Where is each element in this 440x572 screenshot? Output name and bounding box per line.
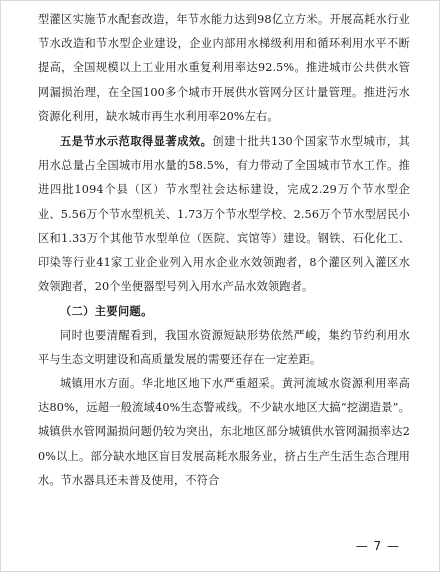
document-page: [38, 8, 410, 493]
paragraph-1: 型灌区实施节水配套改造，年节水能力达到98亿立方米。开展高耗水行业节水改造和节水型企业建设，企业内部用水梯级利用和循环利用水平不断提高，全国规模以上工业用水重复利用率达92.5%。推进城市公共供水管网漏损治理，在全国100多个城市开展供水管网分区计量管理。推进污水资源化利用，缺水城市再生水利用率20%左右。: [38, 13, 410, 123]
page-number: — 7 —: [355, 539, 400, 553]
paragraph-2: [38, 129, 410, 299]
section-subheading: （二）主要问题。: [60, 304, 153, 319]
paragraph-2-lead: 五是节水示范取得显著成效。: [60, 134, 213, 149]
paragraph-4: 城镇用水方面。华北地区地下水严重超采。黄河流域水资源利用率高达80%，远超一般流域40%生态警戒线。不少缺水地区大搞“挖湖造景”。城镇供水管网漏损问题仍较为突出，东北地区部分城镇供水管网漏损率达20%以上。部分缺水地区盲目发展高耗水服务业，挤占生产生活生态合理用水。节水器具还未普及使用，不符合: [38, 377, 410, 487]
paragraph-2-body: 创建十批共130个国家节水型城市，其用水总量占全国城市用水量的58.5%，有力带动了全国城市节水工作。推进四批1094个县（区）节水型社会达标建设，完成2.29万个节水型企业、5.56万个节水型机关、1.73万个节水型学校、2.56万个节水型居民小区和1.33万个其他节水型单位（医院、宾馆等）建设。钢铁、石化化工、印染等行业41家工业企业列入用水企业水效领跑者，8个灌区列入灌区水效领跑者，20个坐便器型号列入用水产品水效领跑者。: [38, 135, 410, 294]
paragraph-3: 同时也要清醒看到，我国水资源短缺形势依然严峻，集约节约利用水平与生态文明建设和高质量发展的需要还存在一定差距。: [38, 328, 410, 366]
